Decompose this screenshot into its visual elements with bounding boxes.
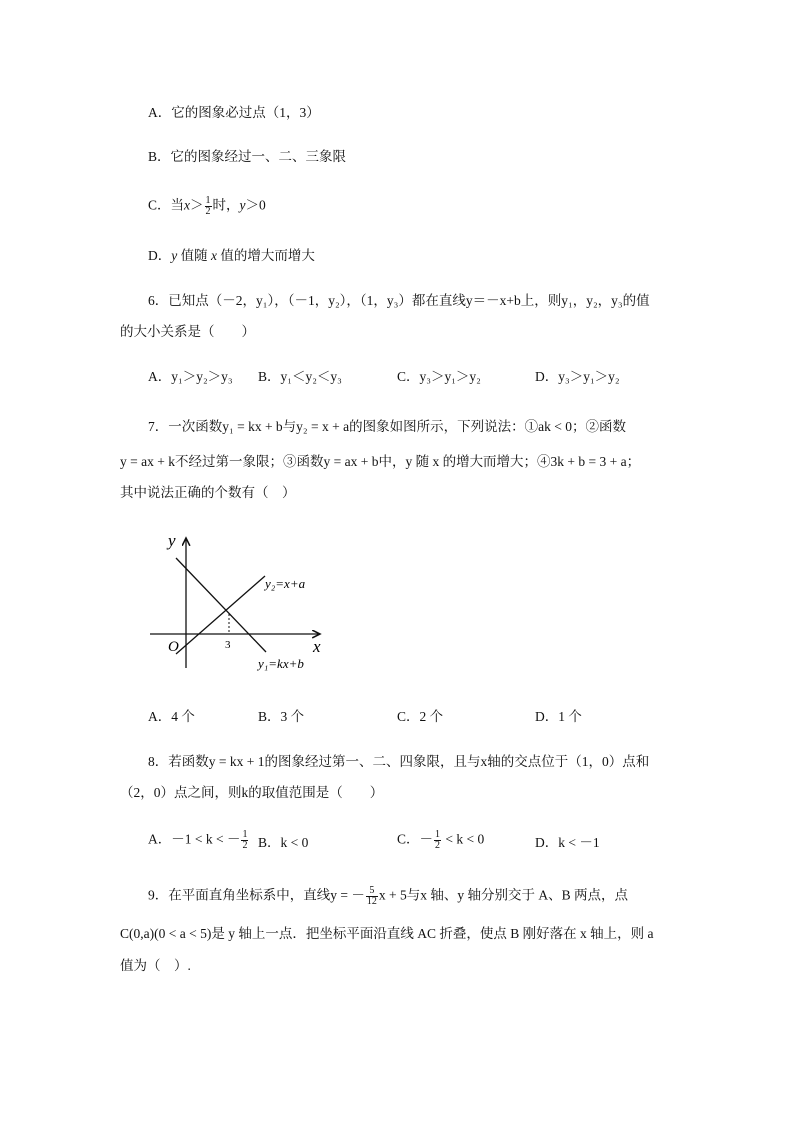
- q7-graph: [140, 528, 340, 678]
- line-y1: [176, 558, 266, 652]
- q9-stem-line2: C(0,a)(0 < a < 5)是 y 轴上一点．把坐标平面沿直线 AC 折叠，使点 B 刚好落在 x 轴上，则 a: [120, 926, 654, 941]
- q5-option-c: [148, 196, 266, 217]
- gt-sign: ＞: [190, 197, 204, 213]
- q6-option-b: B．y₁＜y₂＜y₃: [258, 369, 342, 384]
- q8-stem-line2: （2，0）点之间，则k的取值范围是（ ）: [120, 785, 384, 800]
- q5-option-c-tail: ＞0: [245, 197, 266, 213]
- q5-option-b: B．它的图象经过一、二、三象限: [148, 149, 347, 164]
- q7-option-d: D．1 个: [535, 709, 582, 724]
- q7-stem-line1: 7．一次函数y₁ = kx + b与y₂ = x + a的图象如图所示，下列说法：①ak < 0；②函数: [148, 419, 626, 434]
- fraction-one-half: $\frac{1}{2}$: [205, 195, 211, 217]
- q8-stem-line1: 8．若函数y = kx + 1的图象经过第一、二、四象限，且与x轴的交点位于（1，0）点和: [148, 754, 650, 769]
- q5-option-a: A．它的图象必过点（1，3）: [148, 105, 320, 120]
- q9-stem-line3: 值为（ ）.: [120, 958, 191, 973]
- var-y: y: [239, 197, 246, 213]
- q5-option-d: D．y 值随 x 值的增大而增大: [148, 248, 315, 263]
- q5-option-c-prefix: C．当: [148, 197, 185, 213]
- q6-stem-line1: 6．已知点（－2，y₁），（－1，y₂），（1，y₃）都在直线y＝－x+b上，则y₁，y₂，y₃的值: [148, 293, 650, 308]
- q8-option-c: C．－ $\frac{1}{2}$ < k < 0: [397, 829, 485, 851]
- tick-label-3: 3: [225, 639, 231, 651]
- q7-option-c: C．2 个: [397, 709, 444, 724]
- q8-option-d: D．k < －1: [535, 835, 600, 850]
- x-axis-label: x: [313, 637, 321, 656]
- q5-option-c-mid: 时，: [212, 197, 240, 213]
- fraction-one-half: $\frac{1}{2}$: [435, 829, 441, 851]
- q7-stem-line3: 其中说法正确的个数有（ ）: [120, 485, 296, 500]
- q7-option-b: B．3 个: [258, 709, 305, 724]
- var-x: x: [184, 197, 191, 213]
- q8-option-a: A．－1 < k < － $\frac{1}{2}$: [148, 829, 248, 851]
- q6-option-d: D．y₃＞y₁＞y₂: [535, 369, 620, 384]
- label-y2: y₂=x+a: [265, 576, 306, 591]
- q9-stem-line1: 9．在平面直角坐标系中，直线y = － $\frac{5}{12}$ x + 5与x 轴、y 轴分别交于 A、B 两点，点: [148, 885, 628, 907]
- y-axis-label: y: [168, 531, 176, 550]
- origin-label: O: [168, 639, 179, 655]
- fraction-five-twelfths: $\frac{5}{12}$: [366, 885, 377, 907]
- q7-stem-line2: y = ax + k不经过第一象限；③函数y = ax + b中，y 随 x 的增大而增大；④3k + b = 3 + a；: [120, 454, 641, 469]
- fraction-one-half: $\frac{1}{2}$: [242, 829, 248, 851]
- q7-option-a: A．4 个: [148, 709, 195, 724]
- q6-option-c: C．y₃＞y₁＞y₂: [397, 369, 481, 384]
- label-y1: y₁=kx+b: [258, 656, 304, 671]
- q8-option-b: B．k < 0: [258, 835, 309, 850]
- line-y2: [176, 576, 265, 654]
- q6-option-a: A．y₁＞y₂＞y₃: [148, 369, 233, 384]
- q6-stem-line2: 的大小关系是（ ）: [120, 324, 255, 339]
